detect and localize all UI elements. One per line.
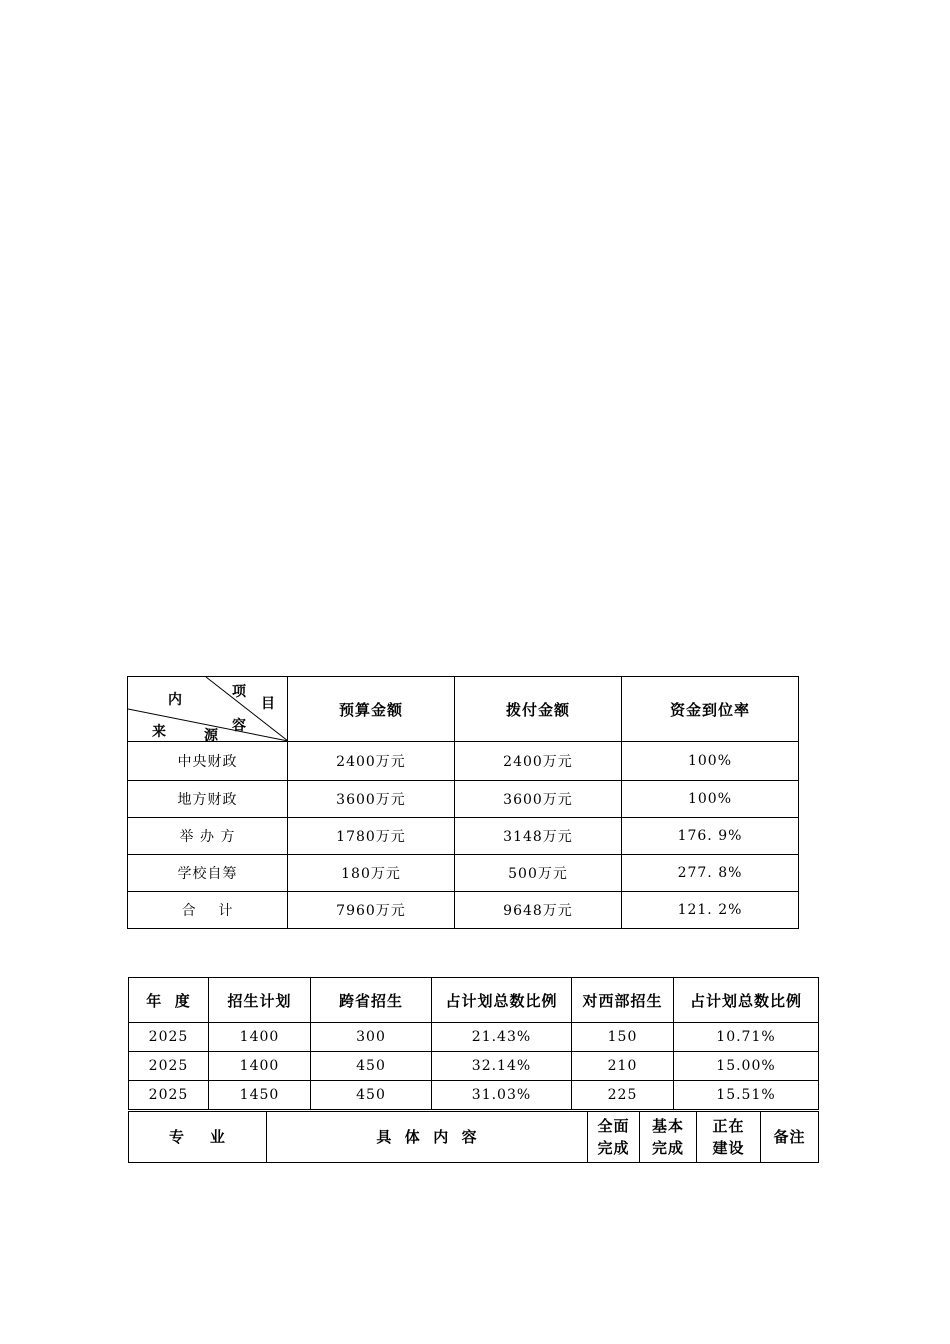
header-line: 基本 xyxy=(651,1117,684,1135)
table-cell: 1400 xyxy=(209,1023,311,1052)
table-row xyxy=(128,818,799,855)
header-line: 正在 xyxy=(712,1117,745,1135)
source-cell: 学校自筹 xyxy=(128,855,288,892)
column-header: 拨付金额 xyxy=(455,677,622,742)
corner-label: 容 xyxy=(232,718,247,734)
column-header: 具 体 内 容 xyxy=(267,1112,588,1163)
column-header: 招生计划 xyxy=(209,978,311,1023)
source-cell: 地方财政 xyxy=(128,781,288,818)
table-cell: 15.51% xyxy=(674,1081,819,1110)
table-cell: 1400 xyxy=(209,1052,311,1081)
column-header: 占计划总数比例 xyxy=(432,978,572,1023)
header-line: 全面 xyxy=(597,1117,630,1135)
column-header: 占计划总数比例 xyxy=(674,978,819,1023)
table-cell: 225 xyxy=(572,1081,674,1110)
corner-label: 来 xyxy=(152,724,167,740)
funding-table xyxy=(127,676,799,929)
column-header xyxy=(697,1112,761,1163)
work-progress-table xyxy=(128,1111,819,1163)
budget-cell: 3600万元 xyxy=(288,781,455,818)
budget-cell: 180万元 xyxy=(288,855,455,892)
table-cell: 2025 xyxy=(129,1023,209,1052)
table-row xyxy=(128,781,799,818)
budget-cell: 7960万元 xyxy=(288,892,455,929)
source-cell: 合 计 xyxy=(128,892,288,929)
header-line: 完成 xyxy=(651,1139,684,1157)
table-cell: 450 xyxy=(311,1081,432,1110)
column-header: 跨省招生 xyxy=(311,978,432,1023)
header-line: 建设 xyxy=(712,1139,745,1157)
rate-cell: 121. 2% xyxy=(622,892,799,929)
budget-cell: 1780万元 xyxy=(288,818,455,855)
table-cell: 450 xyxy=(311,1052,432,1081)
header-line: 完成 xyxy=(597,1139,630,1157)
table-cell: 2025 xyxy=(129,1052,209,1081)
table-row xyxy=(129,1081,819,1110)
rate-cell: 277. 8% xyxy=(622,855,799,892)
table-cell: 31.03% xyxy=(432,1081,572,1110)
source-cell: 中央财政 xyxy=(128,742,288,781)
allocated-cell: 3148万元 xyxy=(455,818,622,855)
table-cell: 1450 xyxy=(209,1081,311,1110)
rate-cell: 100% xyxy=(622,742,799,781)
table-cell: 21.43% xyxy=(432,1023,572,1052)
column-header: 预算金额 xyxy=(288,677,455,742)
table-cell: 150 xyxy=(572,1023,674,1052)
enrollment-table xyxy=(128,977,819,1110)
column-header: 专 业 xyxy=(129,1112,267,1163)
table-row xyxy=(129,1023,819,1052)
table-row xyxy=(128,742,799,781)
table-cell: 300 xyxy=(311,1023,432,1052)
allocated-cell: 2400万元 xyxy=(455,742,622,781)
corner-label: 源 xyxy=(204,728,219,744)
budget-cell: 2400万元 xyxy=(288,742,455,781)
corner-label: 目 xyxy=(261,696,276,712)
source-cell: 举 办 方 xyxy=(128,818,288,855)
allocated-cell: 3600万元 xyxy=(455,781,622,818)
table-cell: 32.14% xyxy=(432,1052,572,1081)
corner-label: 内 xyxy=(168,692,183,708)
table-cell: 10.71% xyxy=(674,1023,819,1052)
allocated-cell: 9648万元 xyxy=(455,892,622,929)
allocated-cell: 500万元 xyxy=(455,855,622,892)
table-cell: 2025 xyxy=(129,1081,209,1110)
table-cell: 210 xyxy=(572,1052,674,1081)
table-row xyxy=(129,1052,819,1081)
corner-header-cell xyxy=(128,677,288,742)
rate-cell: 100% xyxy=(622,781,799,818)
column-header: 年 度 xyxy=(129,978,209,1023)
corner-label: 项 xyxy=(232,684,247,700)
column-header xyxy=(640,1112,697,1163)
column-header xyxy=(588,1112,640,1163)
table-row xyxy=(128,855,799,892)
column-header: 资金到位率 xyxy=(622,677,799,742)
column-header: 备注 xyxy=(761,1112,819,1163)
table-row xyxy=(128,892,799,929)
table-cell: 15.00% xyxy=(674,1052,819,1081)
rate-cell: 176. 9% xyxy=(622,818,799,855)
column-header: 对西部招生 xyxy=(572,978,674,1023)
